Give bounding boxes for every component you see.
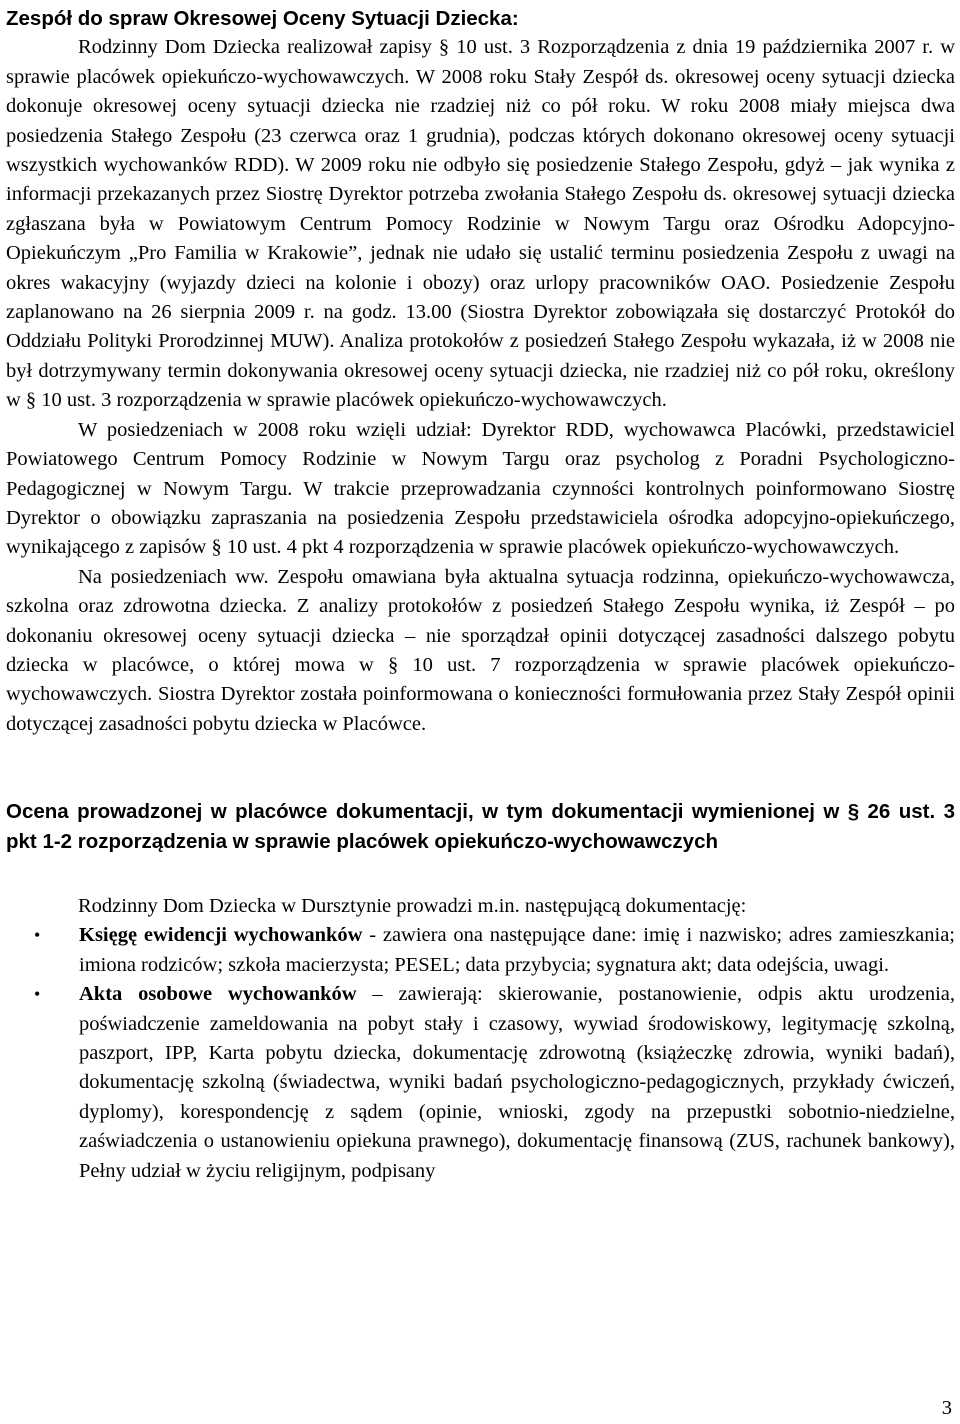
bullet-icon: • — [34, 925, 41, 946]
list-item-text: - zawiera ona następujące dane: imię i nazwisko; adres zamieszkania; imiona rodziców; szkoła macierzysta; PESEL; data przybycia; sygnatura akt; data odejścia, uwagi. — [79, 924, 956, 976]
section-heading-zespol: Zespół do spraw Okresowej Oceny Sytuacji Dziecka: — [6, 7, 519, 30]
spacer — [6, 856, 955, 892]
list-item-term: Księgę ewidencji wychowanków — [79, 924, 363, 947]
paragraph-zespol-2: W posiedzeniach w 2008 roku wzięli udział: Dyrektor RDD, wychowawca Placówki, przedstawiciel Powiatowego Centrum Pomocy Rodzinie w Nowym Targu oraz psycholog z Poradni Psychologiczno-Pedagogicznej w Nowym Targu. W trakcie przeprowadzania czynności kontrolnych poinformowano Siostrę Dyrektor o obowiązku zapraszania na posiedzenia Zespołu przedstawiciela ośrodka adopcyjno-opiekuńczego, wynikającego z zapisów § 10 ust. 4 pkt 4 rozporządzenia w sprawie placówek opiekuńczo-wychowawczych. — [6, 418, 955, 559]
paragraph-zespol-1: Rodzinny Dom Dziecka realizował zapisy § 10 ust. 3 Rozporządzenia z dnia 19 października 2007 r. w sprawie placówek opiekuńczo-wychowawczych. W 2008 roku Stały Zespół ds. okresowej oceny sytuacji dziecka dokonuje okresowej oceny sytuacji dziecka nie rzadziej niż co pół roku. W roku 2008 miały miejsca dwa posiedzenia Stałego Zespołu (23 czerwca oraz 1 grudnia), podczas których dokonano okresowej oceny sytuacji wszystkich wychowanków RDD). W 2009 roku nie odbyło się posiedzenie Stałego Zespołu, gdyż – jak wynika z informacji przekazanych przez Siostrę Dyrektor potrzeba zwołania Stałego Zespołu ds. okresowej sytuacji dziecka zgłaszana była w Powiatowym Centrum Pomocy Rodzinie w Nowym Targu oraz Ośrodku Adopcyjno-Opiekuńczym „Pro Familia w Krakowie”, jednak nie udało się ustalić terminu posiedzenia Zespołu z uwagi na okres wakacyjny (wyjazdy dzieci na kolonie i obozy) oraz urlopy pracowników OAO. Posiedzenie Zespołu zaplanowano na 26 sierpnia 2009 r. na godz. 13.00 (Siostra Dyrektor zobowiązała się dostarczyć Protokół do Oddziału Polityki Prorodzinnej MUW). Analiza protokołów z posiedzeń Stałego Zespołu wykazała, iż w 2008 nie był dotrzymywany termin dokonywania okresowej oceny sytuacji dziecka, nie rzadziej niż co pół roku, określony w § 10 ust. 3 rozporządzenia w sprawie placówek opiekuńczo-wychowawczych. — [6, 36, 955, 412]
section-heading-dokumentacja: Ocena prowadzonej w placówce dokumentacji, w tym dokumentacji wymienionej w § 26 ust. 3 pkt 1-2 rozporządzenia w sprawie placówek opiekuńczo-wychowawczych — [6, 800, 955, 853]
page-number: 3 — [941, 1397, 952, 1419]
documentation-intro: Rodzinny Dom Dziecka w Dursztynie prowadzi m.in. następującą dokumentację: — [78, 894, 747, 917]
list-item-text: – zawierają: skierowanie, postanowienie, odpis aktu urodzenia, poświadczenie zameldowania na pobyt stały i czasowy, wywiad środowiskowy, legitymację szkolną, paszport, IPP, Karta pobytu dziecka, dokumentację zdrowotną (książeczkę zdrowia, wyniki badań), dokumentację szkolną (świadectwa, wyniki badań psychologiczno-pedagogicznych, przykłady ćwiczeń, dyplomy), korespondencję z sądem (opinie, wnioski, zgody na przepustki sobotnio-niedzielne, zaświadczenia o ustanowieniu opiekuna prawnego), dokumentację finansową (ZUS, rachunek bankowy), Pełny udział w życiu religijnym, podpisany — [79, 983, 956, 1182]
documentation-list — [6, 921, 955, 1186]
list-item-ksiega-ewidencji — [6, 921, 955, 980]
paragraph-zespol-3: Na posiedzeniach ww. Zespołu omawiana była aktualna sytuacja rodzinna, opiekuńczo-wychowawcza, szkolna oraz zdrowotna dziecka. Z analizy protokołów z posiedzeń Stałego Zespołu wynika, iż Zespół – po dokonaniu okresowej oceny sytuacji dziecka – nie sporządzał opinii dotyczącej zasadności dalszego pobytu dziecka w placówce, o której mowa w § 10 ust. 7 rozporządzenia w sprawie placówek opiekuńczo-wychowawczych. Siostra Dyrektor została poinformowana o konieczności formułowania przez Stały Zespół opinii dotyczącej zasadności pobytu dziecka w Placówce. — [6, 565, 955, 735]
document-page — [6, 4, 955, 1186]
list-item-term: Akta osobowe wychowanków — [79, 983, 357, 1006]
spacer — [6, 739, 955, 797]
list-item-akta-osobowe — [6, 980, 955, 1186]
bullet-icon: • — [34, 984, 41, 1005]
